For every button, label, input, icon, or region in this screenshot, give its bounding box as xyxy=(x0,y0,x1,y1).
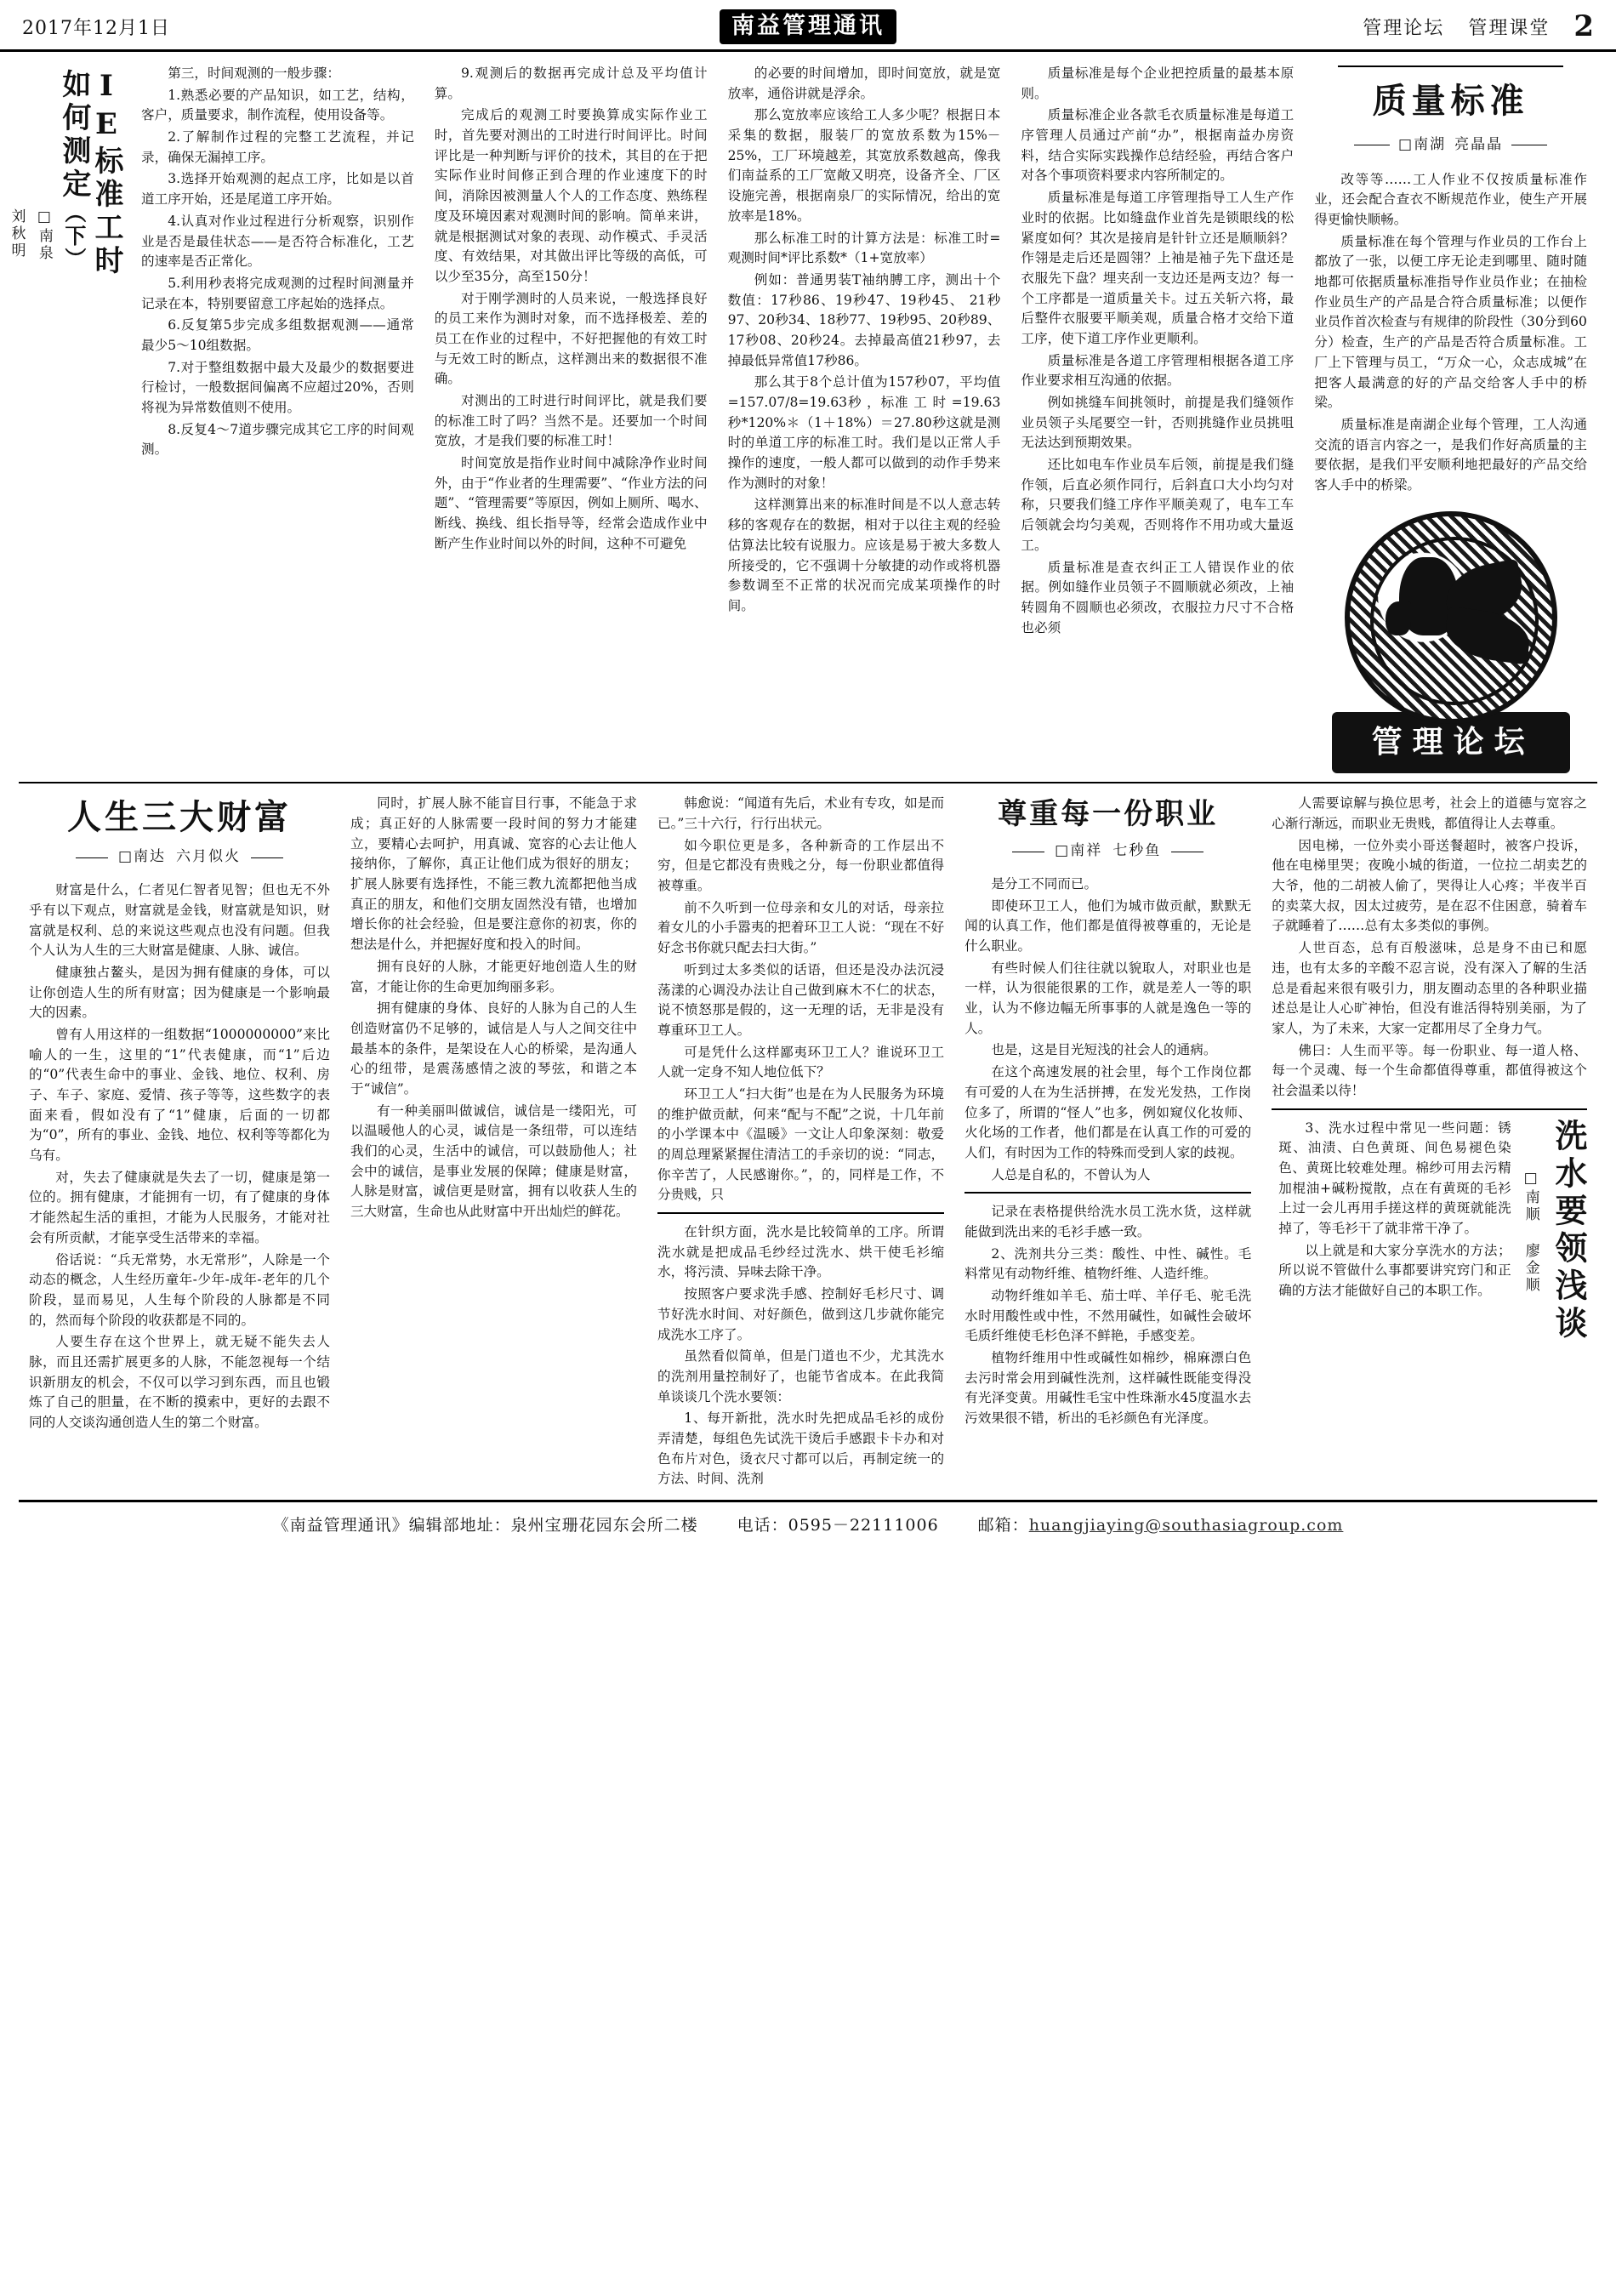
respect-byline-org: □南祥 xyxy=(1055,842,1103,860)
paragraph: 即使环卫工人，他们为城市做贡献，默默无闻的认真工作，他们都是值得被尊重的，无论是什么职业。 xyxy=(964,897,1252,954)
wash-article-title: 洗水要领浅谈 xyxy=(1550,1118,1589,1343)
paragraph: 3、洗水过程中常见一些问题：锈斑、油渍、白色黄斑、间色易褪色染色、黄斑比较难处理。棉纱可用去污精加棍油+碱粉搅散，点在有黄斑的毛衫上过一会儿再用手搓这样的黄斑就能洗掉了，等毛衫干了就非常干净了。 xyxy=(1278,1120,1511,1237)
footer-mail-link[interactable]: huangjiaying@southasiagroup.com xyxy=(1028,1516,1344,1535)
footer-phone-group xyxy=(737,1513,939,1535)
paragraph: 佛曰：人生而平等。每一份职业、每一道人格、每一个灵魂、每一个生命都值得尊重，都值得被这个社会温柔以待！ xyxy=(1272,1042,1588,1098)
paragraph: 质量标准是南湖企业每个管理，工人沟通交流的语言内容之一，是我们作好高质量的主要依据，是我们平安顺利地把最好的产品交给客人手中的桥梁。 xyxy=(1314,416,1587,493)
ie-headline-block xyxy=(8,64,131,773)
paragraph: 俗话说：“兵无常势，水无常形”，人除是一个动态的概念，人生经历童年-少年-成年-老年的几个阶段，显而易见，人生每个阶段的人脉都是不同的，然而每个阶段的收获都是不同的。 xyxy=(29,1251,330,1328)
page-number: 2 xyxy=(1573,9,1594,43)
footer-phone-label: 电话： xyxy=(737,1516,788,1535)
wash-byline-org: □南顺 xyxy=(1522,1169,1539,1223)
paragraph: 9.观测后的数据再完成计总及平均值计算。 xyxy=(434,66,708,101)
paragraph: 拥有良好的人脉，才能更好地创造人生的财富，才能让你的生命更加绚丽多彩。 xyxy=(350,958,638,994)
bottom-section xyxy=(19,783,1597,1491)
paragraph: 植物纤维用中性或碱性如棉纱，棉麻漂白色去污时常会用到碱性洗剂，这样碱性既能变得没有光泽变黄。用碱性毛宝中性珠渐水45度温水去污效果很不错，析出的毛衫颜色有光泽度。 xyxy=(964,1350,1252,1427)
section-label-2: 管理课堂 xyxy=(1468,17,1551,39)
byline-dash-left xyxy=(76,857,108,858)
quality-byline-org: □南湖 xyxy=(1398,135,1447,153)
paragraph: 质量标准企业各款毛衣质量标准是每道工序管理人员通过产前“办”，根据南益办房资料，结合实际实践操作总结经验，再结合客户对各个事项资料要求内容所制定的。 xyxy=(1021,107,1295,184)
paragraph: 6.反复第5步完成多组数据观测——通常最少5～10组数据。 xyxy=(141,317,414,353)
quality-title: 质量标准 xyxy=(1372,81,1529,121)
wash-column-text xyxy=(1278,1119,1511,1399)
wealth-column-2 xyxy=(340,794,647,1491)
wash-article-head xyxy=(1272,1119,1587,1399)
ie-byline-author: 刘秋明 xyxy=(8,208,26,259)
paragraph: 有些时候人们往往就以貌取人，对职业也是一样，认为很能很累的工作，就是差人一等的职业，认为不修边幅无所事事的人就是逸色一等的人。 xyxy=(964,960,1252,1036)
section-label-1: 管理论坛 xyxy=(1363,17,1445,39)
paragraph: 4.认真对作业过程进行分析观察，识别作业是否是最佳状态——是否符合标准化，工艺的速率是否正常化。 xyxy=(141,213,414,270)
ie-title-line2: 如何测定 xyxy=(56,69,91,202)
footer-mail-group xyxy=(978,1513,1344,1535)
divider xyxy=(1338,66,1564,67)
paragraph: 韩愈说：“闻道有先后，术业有专攻，如是而已。”三十六行，行行出状元。 xyxy=(657,795,945,832)
paragraph: 前不久听到一位母亲和女儿的对话，母亲拉着女儿的小手嚣夷的把着环卫工人说：“现在不好好念书你就只配去扫大街。” xyxy=(657,899,945,956)
paragraph: 2、洗剂共分三类：酸性、中性、碱性。毛料常见有动物纤维、植物纤维、人造纤维。 xyxy=(964,1245,1252,1282)
paragraph: 财富是什么，仁者见仁智者见智；但也无不外乎有以下观点，财富就是金钱，财富就是知识，财富就是权利、总的来说这些观点也没有问题。但我个人认为人生的三大财富是健康、人脉、诚信。 xyxy=(29,882,330,959)
page-footer xyxy=(19,1500,1597,1549)
paragraph: 还比如电车作业员车后领，前提是我们缝作领，后直必须作同行，后斜直口大小均匀对称，只要我们缝工序作平顺美观了，电车工车后领就会均匀美观，否则将作不用功或大量返工。 xyxy=(1021,457,1295,553)
masthead-sections xyxy=(1363,9,1594,43)
paragraph: 1.熟悉必要的产品知识，如工艺，结构，客户，质量要求，制作流程，使用设备等。 xyxy=(141,87,414,123)
paragraph: 在这个高速发展的社会里，每个工作岗位都有可爱的人在为生活拼搏，在发光发热，工作岗位多了，所谓的“怪人”也多，例如窥仪化妆师、火化场的工作者，他们都是在认真工作的可爱的人们，有时因为工作的特殊而受到人家的歧视。 xyxy=(964,1064,1252,1160)
respect-column-2 xyxy=(954,794,1261,1491)
wealth-column-1 xyxy=(19,794,340,1491)
page-content xyxy=(0,52,1616,1491)
paragraph: 那么宽放率应该给工人多少呢？根据日本采集的数据，服装厂的宽放系数为15%－25%，工厂环境越差，其宽放系数越高，像我们南益系的工厂宽敞又明亮，设备齐全、厂区设施完善，根据南泉厂的实际情况，给出的宽放率是18%。 xyxy=(727,107,1001,224)
logo-leaf-icon-2 xyxy=(1442,606,1533,664)
wealth-article-title: 人生三大财富 xyxy=(66,797,292,838)
quality-byline-author: 亮晶晶 xyxy=(1454,135,1504,153)
paragraph: 听到过太多类似的话语，但还是没办法沉浸荡漾的心调没办法让自己做到麻木不仁的状态，说不愤怒那是假的，这一无理的话，无非是没有尊重环卫工人。 xyxy=(657,961,945,1038)
ie-byline-org: □南泉 xyxy=(35,208,53,262)
paragraph: 人总是自私的，不曾认为人 xyxy=(991,1166,1151,1182)
paragraph: 拥有健康的身体、良好的人脉为自己的人生创造财富仍不足够的，诚信是人与人之间交往中最基本的条件，是架设在人心的桥梁，是沟通人心的纽带，是震荡感情之波的琴弦，和谐之本于“诚信”。 xyxy=(350,1000,638,1097)
ie-column-5-quality xyxy=(1304,64,1597,773)
paragraph: 的必要的时间增加，即时间宽放，就是宽放率，通俗讲就是浮余。 xyxy=(727,66,1001,101)
wealth-byline-org: □南达 xyxy=(117,848,166,866)
ie-article-title xyxy=(58,69,122,511)
footer-phone: 0595－22111006 xyxy=(788,1516,939,1535)
paragraph: 有一种美丽叫做诚信，诚信是一缕阳光，可以温暖他人的心灵，诚信是一条纽带，可以连结我们的心灵，生活中的诚信，可以鼓励他人；社会中的诚信，是事业发展的保障；健康是财富，人脉是财富，诚信更是财富，拥有以收获人生的三大财富，生命也从此财富中开出灿烂的鲜花。 xyxy=(350,1102,638,1220)
paragraph: 质量标准是各道工序管理相根据各道工序作业要求相互沟通的依据。 xyxy=(1021,352,1295,389)
paragraph: 那么标准工时的计算方法是：标准工时=观测时间*评比系数*（1+宽放率） xyxy=(727,230,1001,266)
forum-logo xyxy=(1332,511,1570,774)
sub-section-divider xyxy=(964,1192,1251,1194)
paragraph: 7.对于整组数据中最大及最少的数据要进行检讨，一般数据间偏离不应超过20%，否则将视为异常数值则不使用。 xyxy=(141,359,414,415)
paragraph: 这样测算出来的标准时间是不以人意志转移的客观存在的数据，相对于以往主观的经验估算法比较有说服力。应该是易于被大多数人所接受的，它不强调十分敏捷的动作或将机器参数调至不正常的状况而完成某项操作的时间。 xyxy=(727,497,1001,613)
paragraph: 对于刚学测时的人员来说，一般选择良好的员工来作为测时对象，而不选择极差、差的员工在作业的过程中，不好把握他的有效工时与无效工时的断点，这样测出来的数据很不准确。 xyxy=(434,290,708,387)
paragraph: 第三，时间观测的一般步骤： xyxy=(168,66,340,81)
masthead xyxy=(0,0,1616,52)
byline-dash-right xyxy=(251,857,283,858)
ie-title-sub: （下） xyxy=(61,202,87,271)
paragraph: 是分工不同而已。 xyxy=(991,875,1098,892)
ie-column-2 xyxy=(424,64,718,773)
paragraph: 完成后的观测工时要换算成实际作业工时，首先要对测出的工时进行时间评比。时间评比是一种判断与评价的技术，其目的在于把实际作业时间修正到合理的作业速度下的时间，消除因被测量人个人的工作态度、熟练程度及环境因素对观测时间的影响。简单来讲，就是根据测试对象的表现、动作模式、手灵活度、有效结果，对其做出评比等级的高低，可以少至35分，高至150分！ xyxy=(434,107,708,284)
paragraph: 可是凭什么这样鄙夷环卫工人？谁说环卫工人就一定身不知人地位低下？ xyxy=(657,1044,945,1080)
paragraph: 5.利用秒表将完成观测的过程时间测量并记录在本，特别要留意工序起始的选择点。 xyxy=(141,275,414,311)
paragraph: 3.选择开始观测的起点工序，比如是以首道工序开始，还是尾道工序开始。 xyxy=(141,171,414,208)
paragraph: 人需要谅解与换位思考，社会上的道德与宽容之心渐行渐远，而职业无贵贱，都值得让人去尊重。 xyxy=(1272,795,1588,832)
wealth-byline xyxy=(29,846,330,869)
article-ie-standard-time xyxy=(8,52,1597,782)
paragraph: 例如：普通男装T袖纳膊工序，测出十个数值：17秒86、19秒47、19秒45、 21秒97、20秒34、18秒77、19秒95、20秒89、17秒08、20秒24。去掉最高值21秒97，去掉最低异常值17秒86。 xyxy=(727,271,1001,368)
respect-column-3 xyxy=(1261,794,1597,1491)
paragraph: 8.反复4～7道步骤完成其它工序的时间观测。 xyxy=(141,421,414,458)
paragraph: 改等等……工人作业不仅按质量标准作业，还会配合查衣不断规范作业，使生产开展得更愉快顺畅。 xyxy=(1314,171,1587,227)
paragraph: 以上就是和大家分享洗水的方法；所以说不管做什么事都要讲究窍门和正确的方法才能做好自己的本职工作。 xyxy=(1278,1242,1511,1299)
masthead-nameplate xyxy=(720,7,896,40)
publication-nameplate: 南益管理通讯 xyxy=(720,9,896,44)
wealth-byline-author: 六月似火 xyxy=(176,848,241,866)
quality-head xyxy=(1314,66,1587,170)
logo-emblem-icon xyxy=(1345,511,1557,724)
wash-byline-author: 廖金顺 xyxy=(1522,1242,1539,1294)
paragraph: 也是，这是目光短浅的社会人的通病。 xyxy=(991,1042,1217,1058)
ie-column-3 xyxy=(718,64,1011,773)
paragraph: 人世百态，总有百般滋味，总是身不由已和愿违，也有太多的辛酸不忍言说，没有深入了解的生活总是看起来很有吸引力，朋友圈动态里的各种职业描述总是让人心旷神怡，但没有谁活得特别美丽，为了家人，为了未来，大家一定都用尽了全身力气。 xyxy=(1272,940,1588,1036)
quality-byline xyxy=(1319,134,1582,157)
paragraph: 例如挑缝车间挑领时，前提是我们缝领作业员领子头尾要空一针，否则挑缝作业员挑咀无法达到预期效果。 xyxy=(1021,395,1295,451)
respect-byline-author: 七秒鱼 xyxy=(1112,842,1162,860)
paragraph: 按照客户要求洗手感、控制好毛杉尺寸、调节好洗水时间、对好颜色，做到这几步就你能完成洗水工序了。 xyxy=(657,1286,945,1342)
logo-banner-text: 管理论坛 xyxy=(1332,712,1570,774)
ie-column-1 xyxy=(131,64,424,773)
footer-address: 《南益管理通讯》编辑部地址：泉州宝珊花园东会所二楼 xyxy=(272,1516,698,1535)
ie-column-4 xyxy=(1010,64,1304,773)
paragraph: 对，失去了健康就是失去了一切，健康是第一位的。拥有健康，才能拥有一切，有了健康的身体才能然起生活的重担，才能为人民服务，才能对社会有所贡献，才能享受生活带来的幸福。 xyxy=(29,1169,330,1245)
wash-byline xyxy=(1516,1170,1545,1399)
paragraph: 在针织方面，洗水是比较简单的工序。所谓洗水就是把成品毛纱经过洗水、烘干使毛衫缩水，将污渍、异味去除干净。 xyxy=(657,1224,945,1280)
paragraph: 人要生存在这个世界上，就无疑不能失去人脉，而且还需扩展更多的人脉，不能忽视每一个结识新朋友的机会，不仅可以学习到东西，而且也锻炼了自己的胆量，在不断的摸索中，更好的去跟不同的人交谈沟通创造人生的第二个财富。 xyxy=(29,1334,330,1431)
ie-title-line1: IE标准工时 xyxy=(89,69,123,278)
paragraph: 虽然看似简单，但是门道也不少，尤其洗水的洗剂用量控制好了，也能节省成本。在此我简单谈谈几个洗水要领： xyxy=(657,1348,945,1404)
paragraph: 质量标准在每个管理与作业员的工作台上都放了一张，以便工序无论走到哪里、随时随地都可依据质量标准指导作业员作业；在抽检作业员生产的产品是合符合质量标准；以便作业员作首次检查与有规律的阶段性（30分到60分）检查，生产的产品是否符合质量标准。工厂上下管理与员工，“万众一心，众志成城”在把客人最满意的好的产品交给客人手中的桥梁。 xyxy=(1314,233,1587,411)
ie-byline xyxy=(3,208,58,262)
paragraph: 如今职位更是多，各种新奇的工作层出不穷，但是它都没有贵贱之分，每一份职业都值得被尊重。 xyxy=(657,837,945,894)
paragraph: 对测出的工时进行时间评比，就是我们要的标准工时了吗？当然不是。还要加一个时间宽放，才是我们要的标准工时！ xyxy=(434,393,708,449)
paragraph: 2.了解制作过程的完整工艺流程，并记录，确保无漏掉工序。 xyxy=(141,129,414,165)
respect-article-title: 尊重每一份职业 xyxy=(998,797,1219,832)
footer-mail-label: 邮箱： xyxy=(977,1516,1029,1535)
paragraph: 环卫工人“扫大街”也是在为人民服务为环境的维护做贡献，何来“配与不配”之说，十几年前的小学课本中《温暖》一文让人印象深刻：敬爱的周总理紧紧握住清洁工的手亲切的说：“同志，你辛苦了，人民感谢你。”，的，同样是工作，不分贵贱，只 xyxy=(657,1085,945,1203)
paragraph: 同时，扩展人脉不能盲目行事，不能急于求成；真正好的人脉需要一段时间的努力才能建立，要精心去呵护，用真诚、宽容的心去让他人接纳你，了解你，真正让他们成为很好的朋友；扩展人脉要有选择性，不能三教九流都把他当成真正的朋友，和他们交朋友固然没有错，也增加增长你的社会经验，但是要注意你的初衷，你的想法是什么，并把握好度和投入的时间。 xyxy=(350,795,638,953)
paragraph: 质量标准是每道工序管理指导工人生产作业时的依据。比如缝盘作业首先是锁眼线的松紧度如何？其次是接肩是针针立还是顺顺斜？作翎是走后还是圆翎？上袖是袖子先下盘还是衣服先下盘？埋夹刮一支边还是两支边？每一个工序都是一道质量关卡。过五关斩六将，最后整件衣服要平顺美观，质量合格才交给下道工序，使下道工序作业更顺利。 xyxy=(1021,190,1295,346)
sub-section-divider xyxy=(657,1212,944,1214)
paragraph: 记录在表格提供给洗水员工洗水货，这样就能做到洗出来的毛衫手感一致。 xyxy=(964,1204,1252,1239)
paragraph: 曾有人用这样的一组数据“1000000000”来比喻人的一生，这里的“1”代表健康，而“1”后边的“0”代表生命中的事业、金钱、地位、权利、房子、车子、家庭、爱情、孩子等等，这些数字的表面来看，假如没有了“1”健康，后面的一切都为“0”，所有的事业、金钱、地位、权利等等都化为乌有。 xyxy=(29,1026,330,1164)
paragraph: 动物纤维如羊毛、茄士咩、羊仔毛、驼毛洗水时用酸性或中性，不然用碱性，如碱性会破坏毛质纤维使毛杉色泽不鲜艳，手感变差。 xyxy=(964,1288,1252,1344)
paragraph: 质量标准是每个企业把控质量的最基本原则。 xyxy=(1021,66,1295,101)
paragraph: 那么其于8个总计值为157秒07，平均值=157.07/8=19.63秒 ，标准 工 时 =19.63 秒*120%＊（1＋18%）＝27.80秒这就是测时的单道工序的标准工时。我们是以正常人手操作的速度，一般人都可以做到的动作手势来作为测时的对象！ xyxy=(727,374,1001,491)
paragraph: 1、每开新批，洗水时先把成品毛衫的成份弄清楚，每组色先试洗干烫后手感跟卡卡办和对色布片对色，烫衣尺寸都可以后，再制定统一的方法、时间、洗剂 xyxy=(657,1410,945,1487)
paragraph: 质量标准是查衣纠正工人错误作业的依据。例如缝作业员领子不圆顺就必须改，上袖转圆角不圆顺也必须改，衣服拉力尺寸不合格也必须 xyxy=(1021,559,1295,635)
paragraph: 时间宽放是指作业时间中减除净作业时间外，由于“作业者的生理需要”、“作业方法的问题”、“管理需要”等原因，例如上厕所、喝水、断线、换线、组长指导等，经常会造成作业中断产生作业时间以外的时间，这种不可避免 xyxy=(434,455,708,551)
respect-column-1 xyxy=(647,794,954,1491)
paragraph: 因电梯，一位外卖小哥送餐超时，被客户投诉，他在电梯里哭；夜晚小城的街道，一位拉二胡卖艺的大爷，他的二胡被人偷了，哭得让人心疼；半夜半百的卖菜大叔，因太过疲劳，是在忍不住困意，骑着车子就睡着了……总有太多类似的事例。 xyxy=(1272,837,1588,934)
sub-section-divider xyxy=(1272,1108,1587,1110)
masthead-date: 2017年12月1日 xyxy=(22,17,170,39)
respect-byline xyxy=(964,840,1251,863)
paragraph: 健康独占鳌头，是因为拥有健康的身体，可以让你创造人生的所有财富；因为健康是一个影响最大的因素。 xyxy=(29,964,330,1021)
